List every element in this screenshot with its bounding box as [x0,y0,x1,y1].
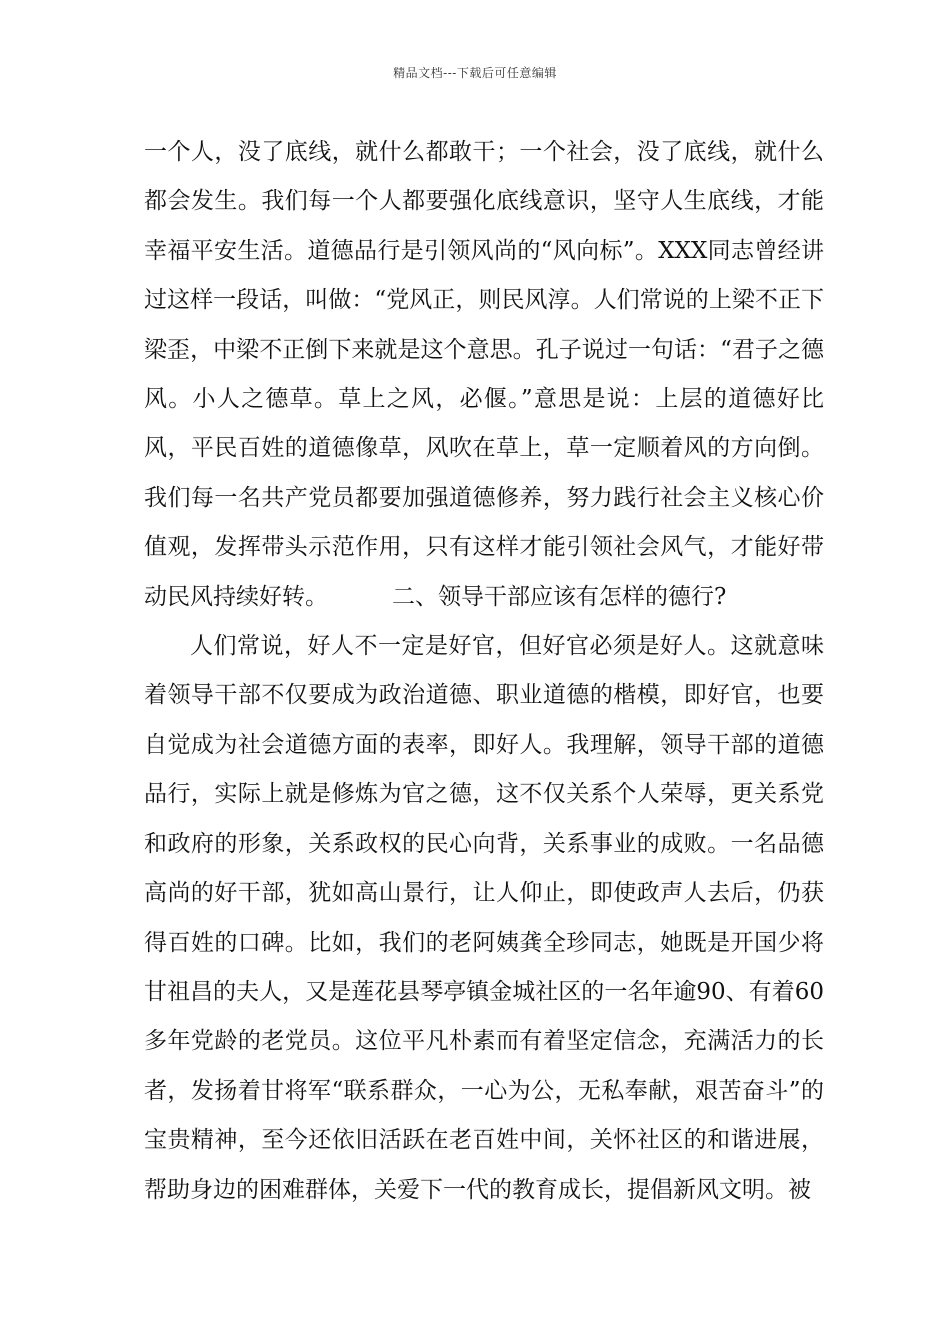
paragraph-1 [144,128,824,622]
paragraph-2: 人们常说，好人不一定是好官，但好官必须是好人。这就意味着领导干部不仅要成为政治道德、职业道德的楷模，即好官，也要自觉成为社会道德方面的表率，即好人。我理解，领导干部的道德品行，实际上就是修炼为官之德，这不仅关系个人荣辱，更关系党和政府的形象，关系政权的民心向背，关系事业的成败。一名品德高尚的好干部，犹如高山景行，让人仰止，即使政声人去后，仍获得百姓的口碑。比如，我们的老阿姨龚全珍同志，她既是开国少将甘祖昌的夫人，又是莲花县琴亭镇金城社区的一名年逾90、有着60多年党龄的老党员。这位平凡朴素而有着坚定信念，充满活力的长者，发扬着甘将军“联系群众，一心为公，无私奉献，艰苦奋斗”的宝贵精神，至今还依旧活跃在老百姓中间，关怀社区的和谐进展，帮助身边的困难群体，关爱下一代的教育成长，提倡新风文明。被 [144,633,824,1203]
page-header: 精品文档---下载后可任意编辑 [393,66,557,80]
paragraph-1-text: 一个人，没了底线，就什么都敢干；一个社会，没了底线，就什么都会发生。我们每一个人都要强化底线意识，坚守人生底线，才能幸福平安生活。道德品行是引领风尚的“风向标”。XXX同志曾经讲过这样一段话，叫做：“党风正，则民风淳。人们常说的上梁不正下梁歪，中梁不正倒下来就是这个意思。孔子说过一句话：“君子之德风。小人之德草。草上之风，必偃。”意思是说：上层的道德好比风，平民百姓的道德像草，风吹在草上，草一定顺着风的方向倒。我们每一名共产党员都要加强道德修养，努力践行社会主义核心价值观，发挥带头示范作用，只有这样才能引领社会风气，才能好带动民风持续好转。 [144,139,824,610]
document-body [144,128,824,1215]
section-heading: 二、领导干部应该有怎样的德行? [392,583,727,610]
